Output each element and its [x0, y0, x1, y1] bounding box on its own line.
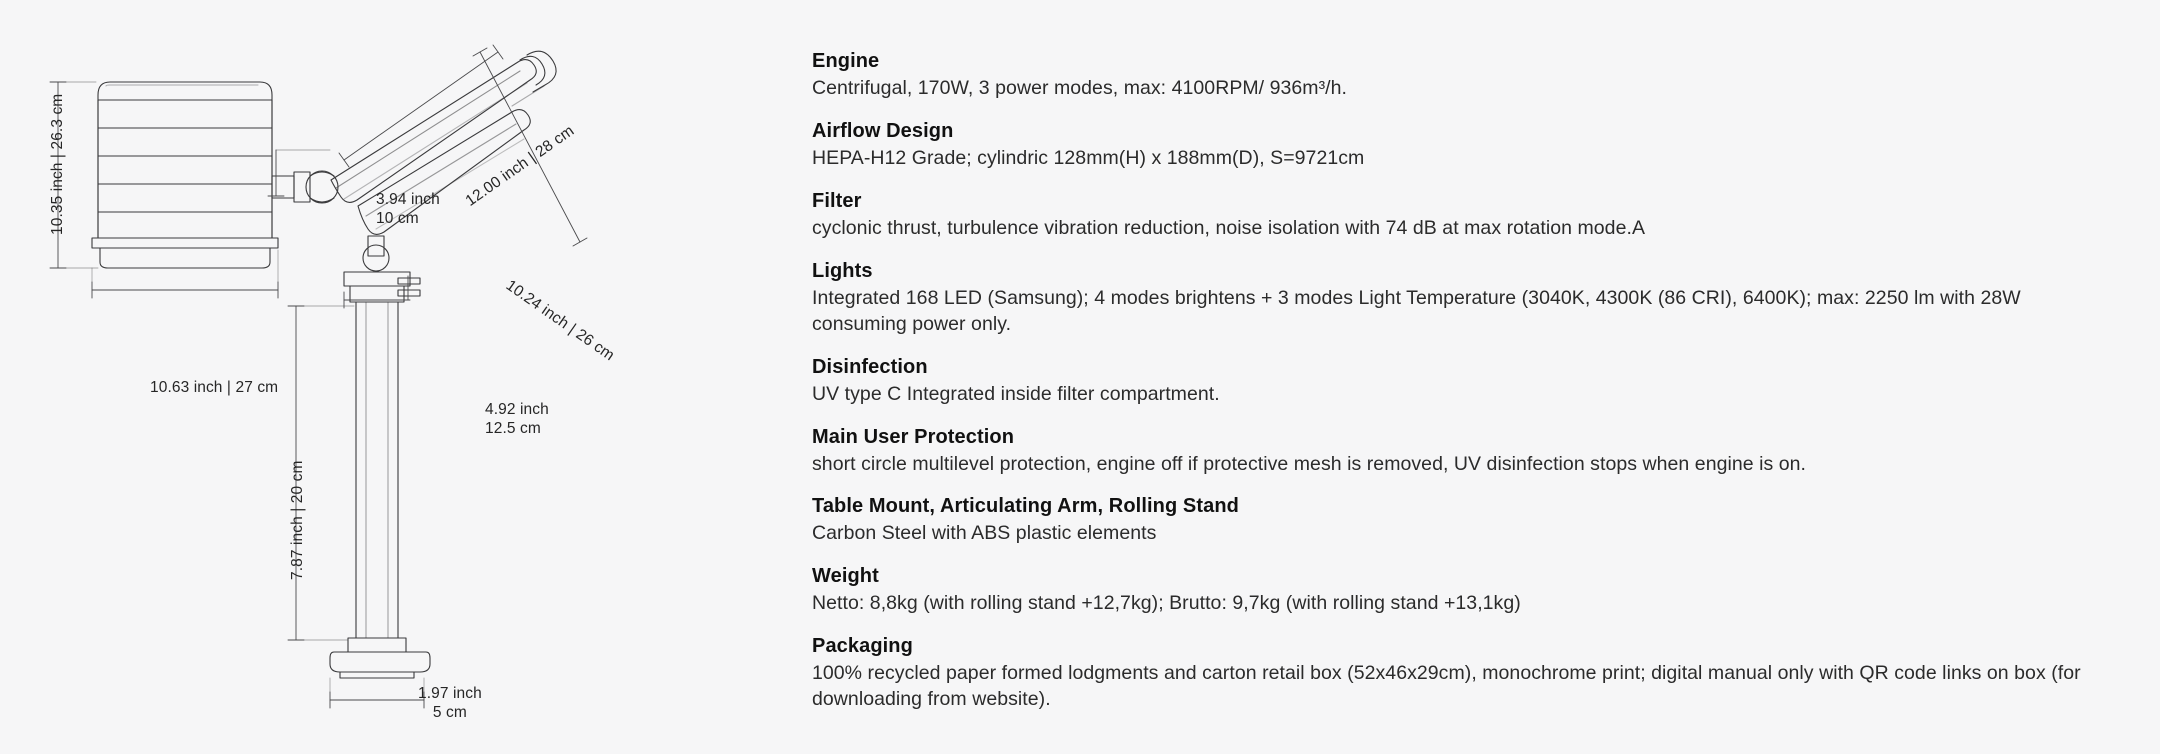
dim-label-joint-offset-line2: 10 cm [376, 210, 419, 228]
spec-text-main-user-protection: short circle multilevel protection, engine off if protective mesh is removed, UV disinfection stops when engine is on. [812, 452, 1807, 475]
dim-label-joint-offset-line1: 3.94 inch [376, 191, 440, 208]
spec-block-packaging [812, 635, 2132, 713]
product-dimension-drawing [0, 0, 810, 754]
spec-title-airflow-design: Airflow Design [812, 119, 954, 142]
dim-label-head-depth-line1: 4.92 inch [485, 401, 549, 418]
dim-label-base-diameter-line1: 1.97 inch [418, 685, 482, 702]
dim-label-height-main: 10.35 inch | 26.3 cm [49, 93, 66, 235]
spec-text-filter: cyclonic thrust, turbulence vibration reduction, noise isolation with 74 dB at max rotation mode.A [812, 216, 1646, 239]
spec-block-disinfection [812, 356, 2132, 408]
arm-knuckle-lower [272, 171, 338, 203]
spec-block-mounting [812, 495, 2132, 547]
spec-title-packaging: Packaging [812, 635, 913, 658]
base-plate [330, 638, 430, 678]
dim-label-joint-offset [376, 190, 440, 229]
dim-label-arm-lower: 10.24 inch | 26 cm [502, 276, 618, 365]
spec-title-mounting: Table Mount, Articulating Arm, Rolling Stand [812, 495, 1239, 518]
spec-title-main-user-protection: Main User Protection [812, 425, 1015, 448]
specification-list [812, 50, 2132, 731]
dim-label-base-diameter-line2: 5 cm [432, 704, 467, 722]
spec-title-disinfection: Disinfection [812, 355, 928, 378]
spec-block-filter [812, 190, 2132, 242]
spec-text-mounting: Carbon Steel with ABS plastic elements [812, 522, 1157, 545]
drawing-svg [0, 0, 810, 754]
spec-text-airflow-design: HEPA-H12 Grade; cylindric 128mm(H) x 188mm(D), S=9721cm [812, 146, 1365, 169]
spec-block-engine [812, 50, 2132, 102]
dim-label-base-diameter [418, 684, 482, 723]
dim-label-head-depth [485, 400, 549, 439]
spec-block-main-user-protection [812, 426, 2132, 478]
spec-title-filter: Filter [812, 189, 862, 212]
spec-title-lights: Lights [812, 259, 873, 282]
purifier-housing [92, 82, 278, 268]
spec-text-disinfection: UV type C Integrated inside filter compartment. [812, 382, 1220, 405]
dim-label-head-depth-line2: 12.5 cm [485, 420, 541, 438]
spec-title-weight: Weight [812, 565, 879, 588]
support-post [344, 236, 420, 638]
spec-text-weight: Netto: 8,8kg (with rolling stand +12,7kg); Brutto: 9,7kg (with rolling stand +13,1kg) [812, 592, 1521, 615]
arm-upper-segment [331, 51, 556, 202]
dim-label-arm-upper: 12.00 inch | 28 cm [462, 122, 578, 210]
dim-label-post-height: 7.87 inch | 20 cm [289, 460, 306, 580]
spec-text-packaging: 100% recycled paper formed lodgments and carton retail box (52x46x29cm), monochrome print; digital manual only with QR code links on box (for downloading from website). [812, 662, 2081, 711]
dim-label-width-main: 10.63 inch | 27 cm [150, 379, 279, 396]
spec-block-weight [812, 565, 2132, 617]
spec-text-lights: Integrated 168 LED (Samsung); 4 modes brightens + 3 modes Light Temperature (3040K, 4300K (86 CRI), 6400K); max: 2250 lm with 28W consuming power only. [812, 286, 2021, 335]
spec-block-airflow-design [812, 120, 2132, 172]
spec-block-lights [812, 260, 2132, 338]
spec-text-engine: Centrifugal, 170W, 3 power modes, max: 4100RPM/ 936m³/h. [812, 77, 1347, 99]
dimension-lines [50, 45, 587, 708]
spec-title-engine: Engine [812, 50, 880, 72]
